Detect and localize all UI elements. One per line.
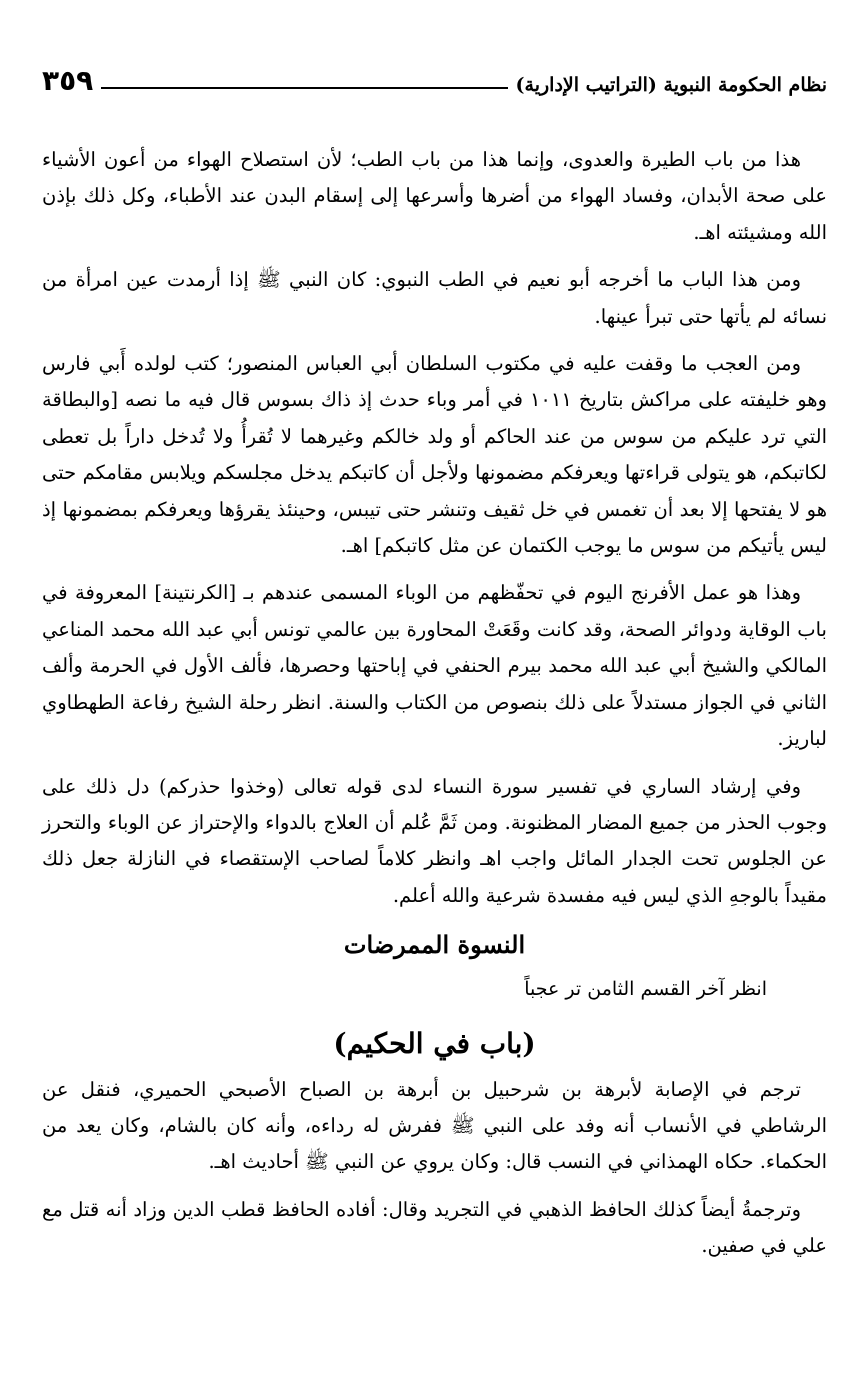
cross-reference-note: انظر آخر القسم الثامن تر عجباً xyxy=(524,978,767,1001)
section-heading-nurses: النسوة الممرضات xyxy=(343,930,526,960)
paragraph: وهذا هو عمل الأفرنج اليوم في تحفّظهم من الوباء المسمى عندهم بـ [الكرنتينة] المعروفة في باب الوقاية ودوائر الصحة، وقد كانت وقَعَتْ المحاورة بين عالمي تونس أبي عبد الله محمد المناعي المالكي والشيخ أبي عبد الله محمد بيرم الحنفي في إباحتها وحصرها، فألف الأول في الحرمة وألف الثاني في الجواز مستدلاً على ذلك بنصوص من الكتاب والسنة. انظر رحلة الشيخ رفاعة الطهطاوي لباريز. xyxy=(42,581,827,751)
book-page xyxy=(42,62,827,1276)
paragraph: وترجمةُ أيضاً كذلك الحافظ الذهبي في التجريد وقال: أفاده الحافظ قطب الدين وزاد أنه قتل مع علي في صفين. xyxy=(42,1197,827,1258)
body-text xyxy=(42,142,827,1265)
paragraph: ومن هذا الباب ما أخرجه أبو نعيم في الطب النبوي: كان النبي ﷺ إذا أرمدت عين امرأة من نسائه لم يأتها حتى تبرأ عينها. xyxy=(42,268,827,328)
paragraph: ترجم في الإصابة لأبرهة بن شرحبيل بن أبرهة بن الصباح الأصبحي الحميري، فنقل عن الرشاطي في الأنساب أنه وفد على النبي ﷺ ففرش له رداءه، وأنه كان بالشام، وكان يعد من الحكماء. حكاه الهمذاني في النسب قال: وكان يروي عن النبي ﷺ أحاديث اهـ. xyxy=(42,1077,827,1174)
running-title: نظام الحكومة النبوية (التراتيب الإدارية) xyxy=(515,74,827,96)
section-heading-physician: (باب في الحكيم) xyxy=(333,1026,536,1060)
paragraph: وفي إرشاد الساري في تفسير سورة النساء لدى قوله تعالى (وخذوا حذركم) دل ذلك على وجوب الحذر من جميع المضار المظنونة. ومن ثَمَّ عُلم أن العلاج بالدواء والإحتراز عن الوباء والتحرز عن الجلوس تحت الجدار المائل واجب اهـ وانظر كلاماً لصاحب الإستقصاء في النازلة جعل ذلك مقيداً بالوجهِ الذي ليس فيه مفسدة شرعية والله أعلم. xyxy=(42,774,827,907)
header-rule xyxy=(101,87,507,89)
page-number: ٣٥٩ xyxy=(42,64,94,97)
running-header xyxy=(42,62,827,96)
paragraph: هذا من باب الطيرة والعدوى، وإنما هذا من باب الطب؛ لأن استصلاح الهواء من أعون الأشياء على صحة الأبدان، وفساد الهواء من أضرها وأسرعها إلى إسقام البدن عند الأطباء، وكل ذلك بإذن الله ومشيئته اهـ. xyxy=(42,148,827,244)
paragraph: ومن العجب ما وقفت عليه في مكتوب السلطان أبي العباس المنصور؛ كتب لولده أَبي فارس وهو خليفته على مراكش بتاريخ ١٠١١ في أمر وباء حدث إذ ذاك بسوس قال فيه ما نصه [والبطاقة التي ترد عليكم من سوس من عند الحاكم أو ولد خالكم وغيرهما لا تُقرأُ ولا تُدخل داراً بل تعطى لكاتبكم، هو يتولى قراءتها ويعرفكم مضمونها ولأجل أن كاتبكم يدخل مجلسكم ويلابس مقامكم حتى هو لا يفتحها إلا بعد أن تغمس في خل ثقيف وتنشر حتى تيبس، وحينئذ يقرؤها ويعرفكم بمضمونها إذ ليس يأتيكم من سوس ما يوجب الكتمان عن مثل كاتبكم] اهـ. xyxy=(42,352,827,558)
